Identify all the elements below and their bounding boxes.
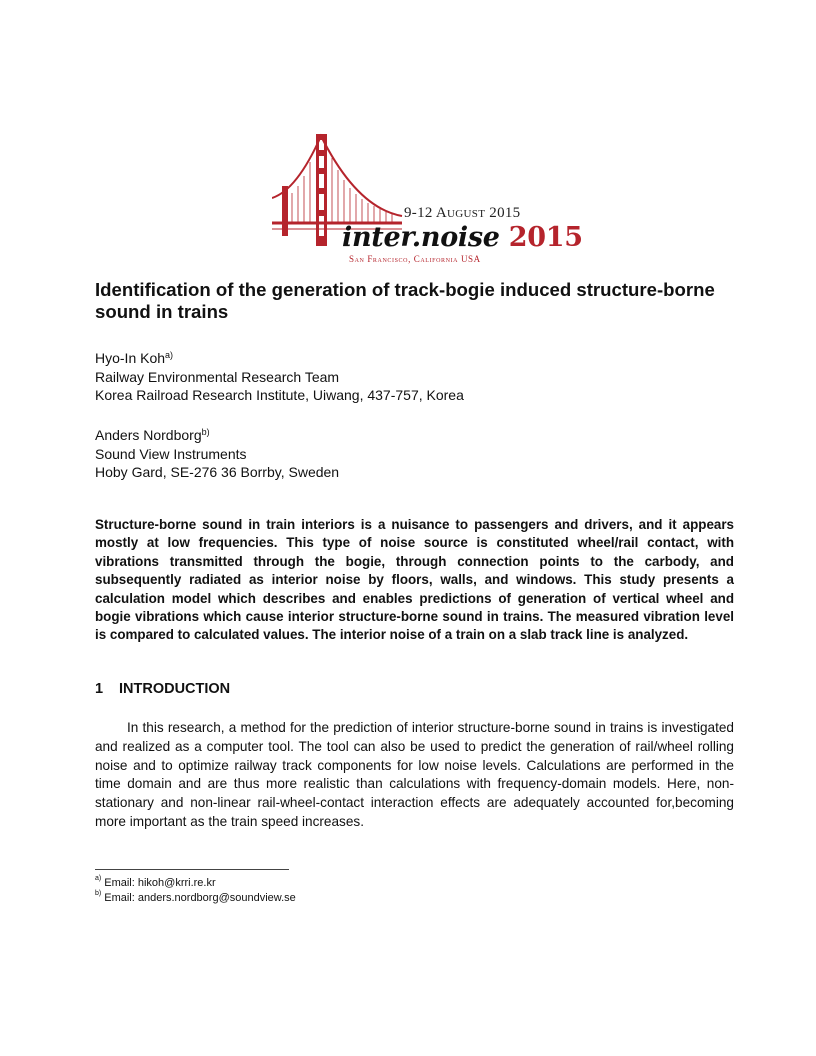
author-block-2 bbox=[95, 426, 339, 482]
section-heading bbox=[95, 681, 230, 697]
footnote-mark: a) bbox=[95, 875, 102, 882]
author-name-line bbox=[95, 426, 339, 445]
author-mark: b) bbox=[201, 427, 210, 437]
footnote-divider bbox=[95, 869, 289, 870]
section-number: 1 bbox=[95, 681, 104, 697]
author-address: Hoby Gard, SE-276 36 Borrby, Sweden bbox=[95, 464, 340, 480]
footnote-2 bbox=[95, 892, 296, 904]
author-affiliation: Railway Environmental Research Team bbox=[95, 368, 340, 385]
abstract: Structure-borne sound in train interiors is a nuisance to passengers and drivers, and it appears mostly at low frequencies. This type of noise source is constituted wheel/rail contact, with vibrations transmitted through the bogie, through connection points to the carbody, and subsequently radiated as interior noise by floors, walls, and windows. This study presents a calculation model which describes and enables predictions of generation of vertical wheel and bogie vibrations which cause interior structure-borne sound in trains. The measured vibration level is compared to calculated values. The interior noise of a train on a slab track line is analyzed. bbox=[95, 517, 734, 643]
author-address: Korea Railroad Research Institute, Uiwang, 437-757, Korea bbox=[95, 387, 464, 403]
conference-name bbox=[342, 222, 583, 253]
footnote-text: Email: anders.nordborg@soundview.se bbox=[104, 892, 296, 904]
author-mark: a) bbox=[165, 350, 174, 360]
paper-title: Identification of the generation of track-bogie induced structure-borne sound in trains bbox=[95, 279, 715, 322]
footnote-mark: b) bbox=[95, 890, 102, 897]
author-affiliation: Sound View Instruments bbox=[95, 445, 247, 462]
conference-location: San Francisco, California USA bbox=[349, 254, 481, 264]
conference-date: 9-12 August 2015 bbox=[404, 205, 521, 221]
author-name-line bbox=[95, 349, 464, 368]
conference-name-year: 2015 bbox=[508, 222, 583, 253]
introduction-paragraph: In this research, a method for the prediction of interior structure-borne sound in trains is investigated and realized as a computer tool. The tool can also be used to predict the generation of rail/wheel rolling noise and to optimize railway track components for low noise levels. Calculations are performed in the time domain and are thus more realistic than calculations with frequency-domain models. Here, non-stationary and non-linear rail-wheel-contact interaction effects are adequately accounted for,becoming more important as the train speed increases. bbox=[95, 720, 734, 829]
author-name: Hyo-In Koh bbox=[95, 350, 166, 366]
author-name: Anders Nordborg bbox=[95, 427, 202, 443]
footnote-text: Email: hikoh@krri.re.kr bbox=[104, 877, 216, 889]
conference-logo bbox=[272, 128, 583, 264]
conference-name-text: inter.noise bbox=[342, 222, 509, 253]
section-title: INTRODUCTION bbox=[119, 681, 231, 697]
footnote-1 bbox=[95, 877, 216, 889]
author-block-1 bbox=[95, 349, 464, 405]
